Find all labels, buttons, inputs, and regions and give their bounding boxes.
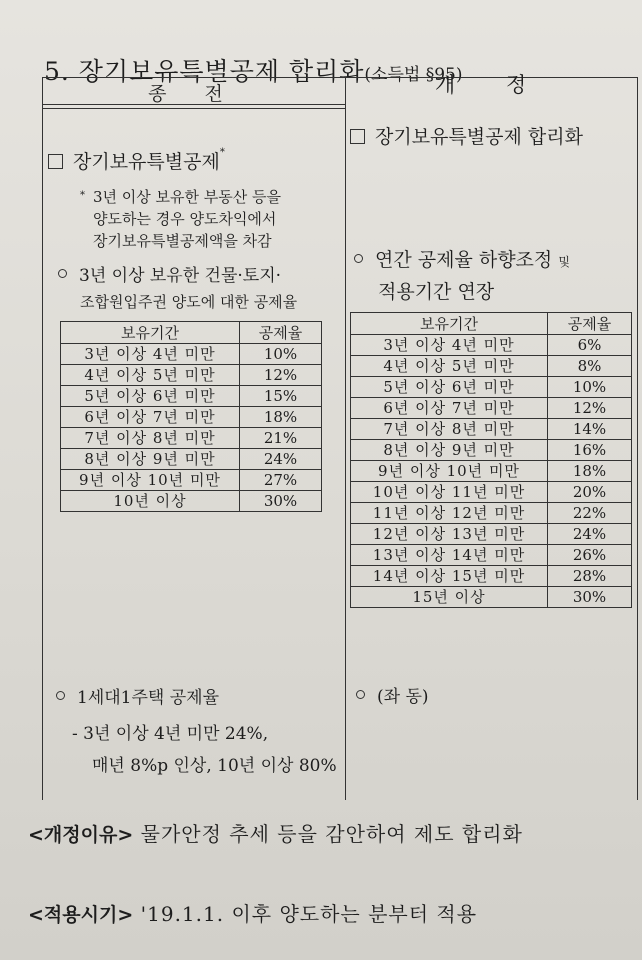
table-row: 12년 이상 13년 미만 24% [351,524,632,545]
timing-label: <적용시기> [28,904,134,926]
table-row: 4년 이상 5년 미만 8% [351,356,632,377]
before-rate-heading: 3년 이상 보유한 건물·토지· 조합원입주권 양도에 대한 공제율 [58,263,297,315]
checkbox-square-icon [350,129,365,144]
reason-line [28,818,523,847]
table-row: 6년 이상 7년 미만 12% [351,398,632,419]
note-line: 양도하는 경우 양도차익에서 [93,210,277,228]
note-line: 장기보유특별공제액을 차감 [93,232,272,250]
house-line: 매년 8%p 인상, 10년 이상 80% [92,756,337,776]
bullet-circle-icon [56,691,65,700]
table-row: 8년 이상 9년 미만 24% [61,449,322,470]
after-rate-table [350,312,632,608]
column-header-period: 보유기간 [351,313,548,335]
table-row: 13년 이상 14년 미만 26% [351,545,632,566]
section-law-reference: (소득법 §95) [364,65,463,85]
table-row: 14년 이상 15년 미만 28% [351,566,632,587]
table-row: 11년 이상 12년 미만 22% [351,503,632,524]
after-rate-heading: 연간 공제율 하향조정 및 적용기간 연장 [354,245,570,307]
reason-text: 물가안정 추세 등을 감안하여 제도 합리화 [140,822,523,846]
after-house-text: (좌 동) [356,682,429,707]
bullet-circle-icon [354,254,363,263]
table-header-row [61,322,322,344]
column-header-before: 종 전 [148,83,239,105]
header-divider-double [42,108,345,109]
table-row: 9년 이상 10년 미만 18% [351,461,632,482]
table-row: 10년 이상 30% [61,491,322,512]
table-row: 6년 이상 7년 미만 18% [61,407,322,428]
table-row: 7년 이상 8년 미만 21% [61,428,322,449]
table-row: 7년 이상 8년 미만 14% [351,419,632,440]
table-header-row [351,313,632,335]
column-divider [345,77,346,800]
table-row: 4년 이상 5년 미만 12% [61,365,322,386]
table-row: 3년 이상 4년 미만 10% [61,344,322,365]
table-row: 8년 이상 9년 미만 16% [351,440,632,461]
before-rate-table [60,321,322,512]
table-row: 9년 이상 10년 미만 27% [61,470,322,491]
bullet-circle-icon [58,269,67,278]
before-note [80,186,281,252]
before-house-lines [72,718,337,782]
timing-text: '19.1.1. 이후 양도하는 분부터 적용 [140,902,478,926]
bullet-circle-icon [356,690,365,699]
note-line: 3년 이상 보유한 부동산 등을 [93,188,282,206]
column-header-after: 개 정 [434,73,549,97]
reason-label: <개정이유> [28,824,134,846]
table-row: 10년 이상 11년 미만 20% [351,482,632,503]
column-header-rate: 공제율 [240,322,322,344]
table-row: 3년 이상 4년 미만 6% [351,335,632,356]
section-title: 5. 장기보유특별공제 합리화 [44,57,365,86]
column-header-rate: 공제율 [548,313,632,335]
table-row: 5년 이상 6년 미만 10% [351,377,632,398]
table-row: 15년 이상 30% [351,587,632,608]
after-box-title: 장기보유특별공제 합리화 [350,122,583,149]
timing-line [28,898,477,927]
before-box-title: 장기보유특별공제* [48,147,225,174]
table-row: 5년 이상 6년 미만 15% [61,386,322,407]
checkbox-square-icon [48,154,63,169]
before-house-title: 1세대1주택 공제율 [56,683,219,708]
column-header-period: 보유기간 [61,322,240,344]
note-asterisk: * [80,190,85,201]
house-line: - 3년 이상 4년 미만 24%, [72,724,269,744]
